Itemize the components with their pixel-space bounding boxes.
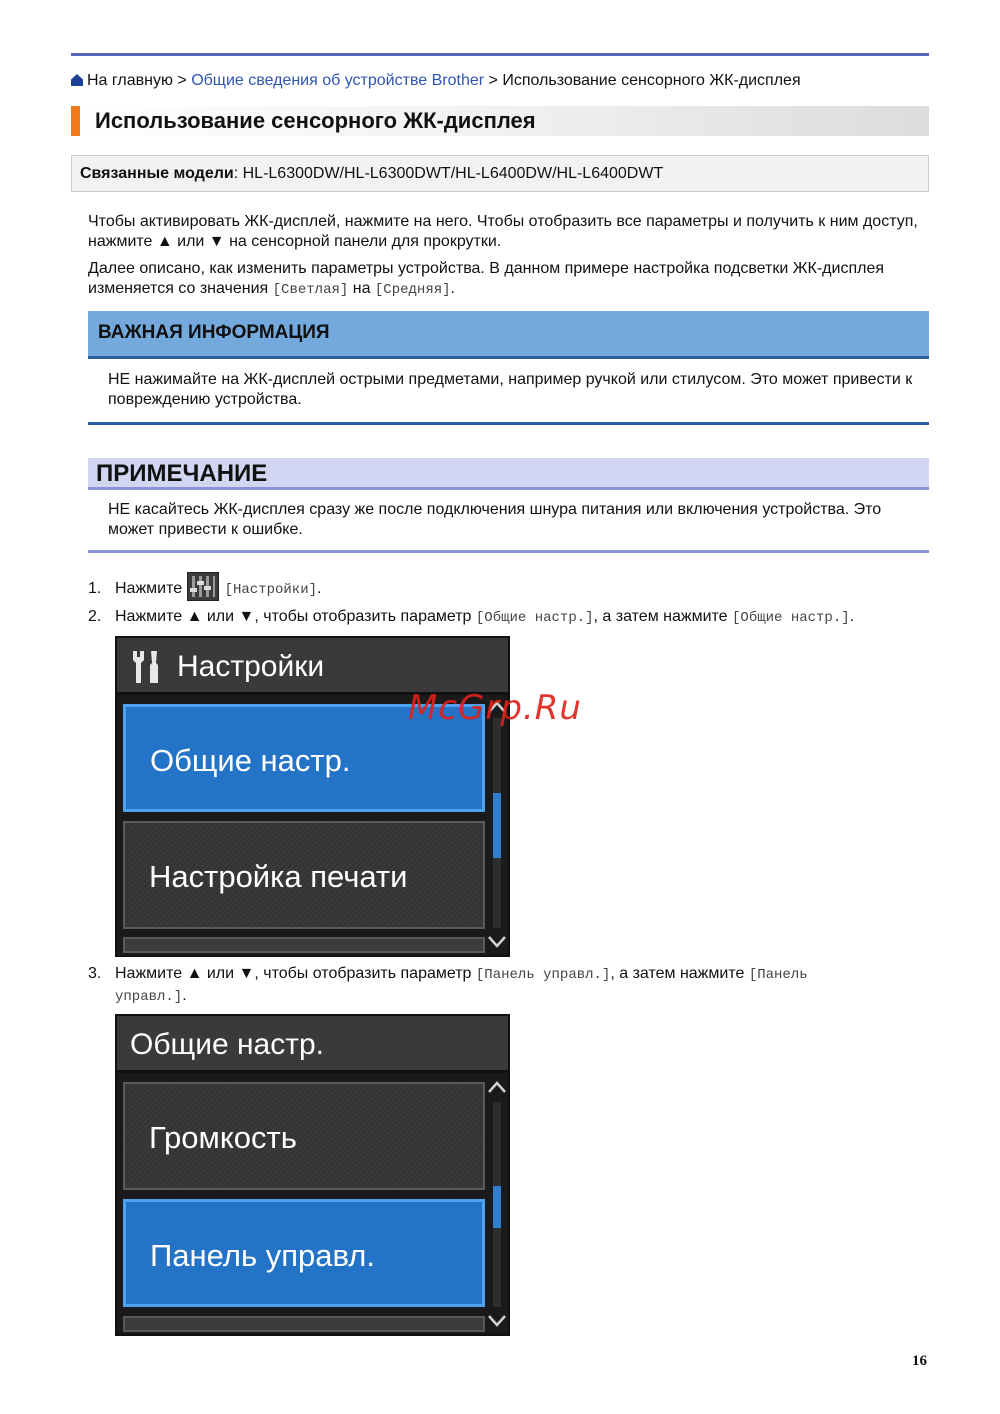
step-text: Нажмите ▲ или ▼, чтобы отобразить параметр [115,608,476,625]
related-models-colon: : [233,165,243,182]
step-1 [88,572,321,601]
tools-icon [129,649,165,685]
step-number: 3. [88,965,102,982]
scrollbar-thumb[interactable] [493,1186,501,1228]
step-number: 2. [88,608,102,625]
step-code: [Общие настр.] [475,610,594,626]
lcd-screen-settings [115,636,510,957]
important-box [88,311,929,425]
home-icon[interactable] [71,74,83,86]
intro-p2-mid: на [348,280,375,297]
value-bright: [Светлая] [272,282,349,298]
top-rule [71,53,929,56]
breadcrumb-separator: > [484,72,503,89]
scroll-up-icon[interactable] [487,1080,507,1094]
note-bottom-rule [88,550,929,553]
value-medium: [Средняя] [374,282,451,298]
title-accent-bar [71,106,80,136]
page-title [71,106,929,136]
breadcrumb-separator: > [172,72,192,89]
lcd-item-general-settings[interactable]: Общие настр. [123,704,485,812]
lcd-title-bar [117,638,508,695]
breadcrumb [71,71,801,91]
lcd-title-text: Настройки [177,650,325,683]
intro-p2-end: . [450,280,455,297]
step-mid: , а затем нажмите [610,965,749,982]
step-mid: , а затем нажмите [593,608,733,625]
step-code: [Панель управл.] [475,967,611,983]
step-code: [Общие настр.] [732,610,850,626]
note-heading: ПРИМЕЧАНИЕ [88,458,929,490]
step-end: . [849,608,855,625]
lcd-item-print-settings[interactable]: Настройка печати [123,821,485,929]
page-number: 16 [912,1353,927,1369]
step-3-continuation [115,985,187,1008]
scroll-down-icon[interactable] [487,1314,507,1328]
step-3 [88,963,808,986]
note-text: НЕ касайтесь ЖК-дисплея сразу же после подключения шнура питания или включения устройства. Это может привести к ошибке. [108,501,882,538]
important-bottom-rule [88,422,929,425]
page-title-text: Использование сенсорного ЖК-дисплея [95,108,536,133]
step-code: [Настройки] [224,582,318,598]
related-models-label: Связанные модели [80,165,234,182]
intro-paragraph-2 [88,259,933,300]
lcd-item-partial [123,1316,485,1332]
step-code: [Панель [748,967,808,983]
step-end: . [182,987,187,1004]
lcd-screen-general-settings [115,1014,510,1336]
step-text: Нажмите ▲ или ▼, чтобы отобразить параметр [115,965,476,982]
scroll-down-icon[interactable] [487,935,507,949]
intro-paragraph-1: Чтобы активировать ЖК-дисплей, нажмите на него. Чтобы отобразить все параметры и получить к ним доступ, нажмите ▲ или ▼ на сенсорной панели для прокрутки. [88,213,918,250]
intro-p2-text: Далее описано, как изменить параметры устройства. В данном примере настройка подсветки ЖК-дисплея изменяется со значения [88,260,885,297]
lcd-title-bar [117,1016,508,1073]
watermark: McGrp.Ru [408,688,582,728]
breadcrumb-home[interactable]: На главную [87,72,173,89]
breadcrumb-current: Использование сенсорного ЖК-дисплея [502,72,801,89]
important-text: НЕ нажимайте на ЖК-дисплей острыми предметами, например ручкой или стилусом. Это может привести к повреждению устройства. [108,371,913,408]
lcd-title-text: Общие настр. [130,1028,324,1061]
related-models-value: HL-L6300DW/HL-L6300DWT/HL-L6400DW/HL-L6400DWT [242,165,664,182]
lcd-item-volume[interactable]: Громкость [123,1082,485,1190]
step-number: 1. [88,580,102,597]
lcd-item-control-panel[interactable]: Панель управл. [123,1199,485,1307]
step-end: . [317,580,322,597]
lcd-item-partial [123,937,485,953]
settings-icon[interactable] [187,572,219,601]
note-box [88,458,929,553]
scrollbar-thumb[interactable] [493,793,501,858]
step-2 [88,606,854,629]
related-models [71,155,929,192]
step-text: Нажмите [115,580,187,597]
breadcrumb-section-link[interactable]: Общие сведения об устройстве Brother [191,72,485,89]
step-code: управл.] [115,989,183,1005]
important-heading: ВАЖНАЯ ИНФОРМАЦИЯ [88,311,929,359]
